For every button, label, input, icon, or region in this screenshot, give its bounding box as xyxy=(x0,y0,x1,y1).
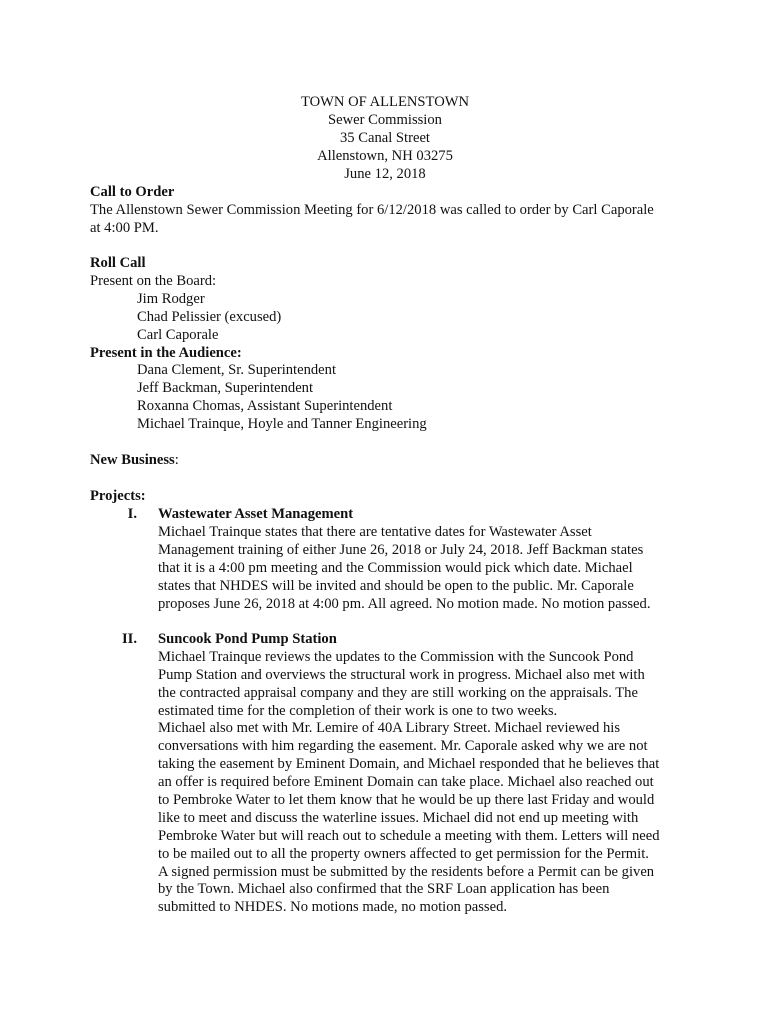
project-text-line: by the Town. Michael also confirmed that the SRF Loan application has been xyxy=(158,881,610,897)
project-text-line: Management training of either June 26, 2018 or July 24, 2018. Jeff Backman states xyxy=(158,542,644,558)
audience-label: Present in the Audience: xyxy=(90,345,242,361)
project-text-line: the contracted appraisal company and they are still working on the appraisals. The xyxy=(158,685,638,701)
project-text-line: Michael also met with Mr. Lemire of 40A Library Street. Michael reviewed his xyxy=(158,720,621,736)
call-to-order-line: The Allenstown Sewer Commission Meeting for 6/12/2018 was called to order by Carl Caporale xyxy=(90,202,654,218)
audience-member: Roxanna Chomas, Assistant Superintendent xyxy=(137,398,393,414)
audience-member: Michael Trainque, Hoyle and Tanner Engineering xyxy=(137,416,427,432)
project-text-line: submitted to NHDES. No motions made, no motion passed. xyxy=(158,899,508,915)
project-text-line: Michael Trainque reviews the updates to the Commission with the Suncook Pond xyxy=(158,649,634,665)
audience-member: Jeff Backman, Superintendent xyxy=(137,380,314,396)
board-label: Present on the Board: xyxy=(90,273,217,289)
roll-call-heading: Roll Call xyxy=(90,255,146,271)
project-text-line: that it is a 4:00 pm meeting and the Commission would pick which date. Michael xyxy=(158,560,633,576)
project-text-line: to Pembroke Water to let them know that he would be up there last Friday and would xyxy=(158,792,655,808)
call-to-order-heading: Call to Order xyxy=(90,184,175,200)
new-business-colon: : xyxy=(174,452,179,468)
new-business-label: New Business xyxy=(90,452,175,468)
project-text-line: like to meet and discuss the waterline issues. Michael did not end up meeting with xyxy=(158,810,639,826)
board-member: Carl Caporale xyxy=(137,327,219,343)
board-member: Jim Rodger xyxy=(137,291,205,307)
project-text-line: proposes June 26, 2018 at 4:00 pm. All agreed. No motion made. No motion passed. xyxy=(158,596,651,612)
project-text-line: an offer is required before Eminent Domain can take place. Michael also reached out xyxy=(158,774,654,790)
project-text-line: taking the easement by Eminent Domain, and Michael responded that he believes that xyxy=(158,756,660,772)
project-text-line: A signed permission must be submitted by the residents before a Permit can be given xyxy=(158,864,655,880)
street-address: 35 Canal Street xyxy=(340,130,430,146)
project-title: Suncook Pond Pump Station xyxy=(158,631,337,647)
project-text-line: Michael Trainque states that there are tentative dates for Wastewater Asset xyxy=(158,524,592,540)
call-to-order-line: at 4:00 PM. xyxy=(90,220,159,236)
project-text-line: Pump Station and overviews the structural work in progress. Michael also met with xyxy=(158,667,645,683)
project-text-line: to be mailed out to all the property owners affected to get permission for the Permit. xyxy=(158,846,649,862)
commission-name: Sewer Commission xyxy=(328,112,442,128)
project-text-line: states that NHDES will be invited and should be open to the public. Mr. Caporale xyxy=(158,578,634,594)
project-numeral: I. xyxy=(127,506,137,522)
audience-member: Dana Clement, Sr. Superintendent xyxy=(137,362,337,378)
projects-heading: Projects: xyxy=(90,488,146,504)
project-text-line: Pembroke Water but will reach out to schedule a meeting with them. Letters will need xyxy=(158,828,660,844)
town-name: TOWN OF ALLENSTOWN xyxy=(300,94,470,110)
project-text-line: estimated time for the completion of their work is one to two weeks. xyxy=(158,703,558,719)
board-member: Chad Pelissier (excused) xyxy=(137,309,282,325)
project-text-line: conversations with him regarding the easement. Mr. Caporale asked why we are not xyxy=(158,738,648,754)
city-state-zip: Allenstown, NH 03275 xyxy=(317,148,453,164)
project-title: Wastewater Asset Management xyxy=(158,506,354,522)
meeting-date: June 12, 2018 xyxy=(344,166,426,182)
project-numeral: II. xyxy=(121,631,137,647)
new-business-heading xyxy=(90,451,179,469)
